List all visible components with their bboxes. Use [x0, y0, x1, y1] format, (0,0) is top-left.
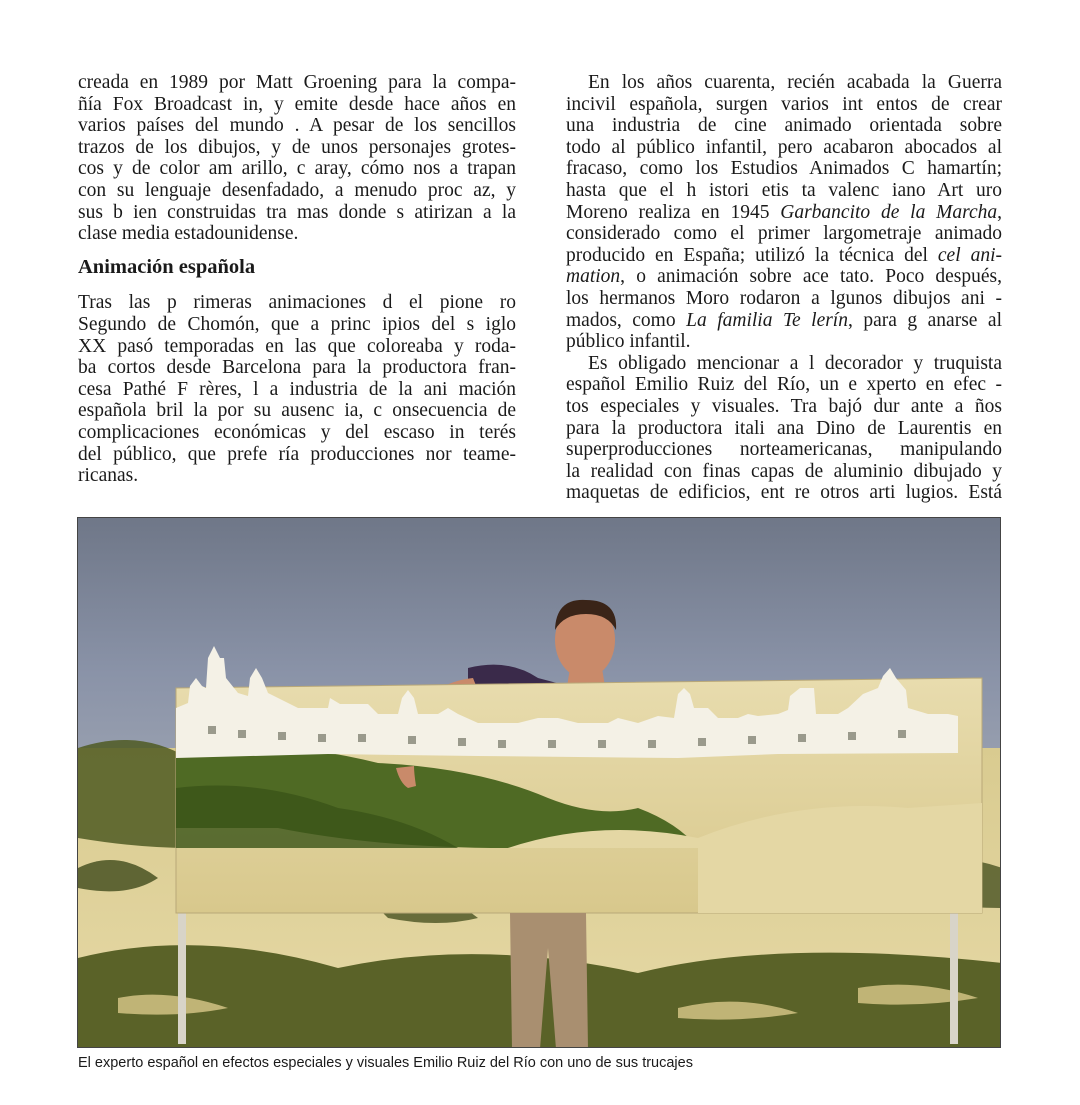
text-line: ñía Fox Broadcast in, y emite desde hace años en — [78, 93, 516, 115]
text-line: En los años cuarenta, recién acabada la Guerra — [588, 72, 1002, 93]
text-line: XX pasó temporadas en las que coloreaba y roda- — [78, 335, 516, 357]
text-line: clase media estadounidense. — [78, 223, 299, 245]
text-line: todo al público infantil, pero acabaron abocados al — [566, 136, 1002, 158]
text-line: maquetas de edificios, ent re otros arti lugios. Está — [566, 482, 1002, 504]
text-line: para la productora itali ana Dino de Laurentis en — [566, 417, 1002, 439]
text-line: con su lenguaje desenfadado, a menudo proc az, y — [78, 179, 516, 201]
text-line: fracaso, como los Estudios Animados C hamartín; — [566, 158, 1002, 180]
text-line: los hermanos Moro rodaron a lgunos dibujos ani - — [566, 287, 1002, 309]
paragraph-cuarenta — [566, 72, 1002, 353]
text-run: mados, como — [566, 309, 687, 331]
text-line: español Emilio Ruiz del Río, un e xperto en efec - — [566, 374, 1002, 396]
text-line — [566, 245, 1002, 267]
right-column — [566, 72, 1002, 504]
text-line — [566, 310, 1002, 332]
photo-illustration — [78, 518, 1001, 1048]
text-line: público infantil. — [566, 331, 691, 353]
text-line: del público, que prefe ría producciones nor teame- — [78, 443, 516, 465]
article-photo — [77, 517, 1001, 1048]
film-title-garbancito: Garbancito de la Marcha — [780, 201, 998, 223]
text-line — [566, 202, 1002, 224]
text-line: superproducciones norteamericanas, manipulando — [566, 439, 1002, 461]
text-line: considerado como el primer largometraje animado — [566, 223, 1002, 245]
text-line: sus b ien construidas tra mas donde s atirizan a la — [78, 201, 516, 223]
section-heading: Animación española — [78, 255, 256, 278]
text-line: hasta que el h istori etis ta valenc iano Art uro — [566, 179, 1002, 201]
text-line: tos especiales y visuales. Tra bajó dur ante a ños — [566, 395, 1002, 417]
text-line: española bril la por su ausenc ia, c onsecuencia de — [78, 400, 516, 422]
text-run: , o animación sobre ace tato. Poco después, — [620, 266, 1002, 288]
text-line: complicaciones económicas y del escaso in terés — [78, 421, 516, 443]
paragraph-ruiz-del-rio — [566, 353, 1002, 504]
text-line: incivil española, surgen varios int entos de crear — [566, 93, 1002, 115]
photo-caption: El experto español en efectos especiales y visuales Emilio Ruiz del Río con uno de sus trucajes — [78, 1055, 693, 1071]
film-title-telerin: La familia Te lerín — [686, 309, 848, 331]
text-run: , — [997, 201, 1003, 223]
text-run: producido en España; utilizó la técnica del — [566, 244, 938, 266]
text-line: creada en 1989 por Matt Groening para la compa- — [78, 72, 516, 93]
text-line: varios países del mundo . A pesar de los sencillos — [78, 115, 516, 137]
background-vegetation — [78, 740, 188, 848]
left-column — [78, 72, 516, 487]
text-line: Segundo de Chomón, que a princ ipios del s iglo — [78, 313, 516, 335]
text-line: Es obligado mencionar a l decorador y truquista — [588, 352, 1002, 374]
paragraph-simpsons — [78, 72, 516, 245]
text-line: Tras las p rimeras animaciones d el pione ro — [78, 292, 516, 314]
text-line: ricanas. — [78, 465, 139, 487]
text-line: ba cortos desde Barcelona para la productora fran- — [78, 357, 516, 379]
text-line: cos y de color am arillo, c aray, cómo nos a trapan — [78, 158, 516, 180]
text-line — [566, 266, 1002, 288]
panel-support-right — [950, 898, 958, 1044]
text-run: Moreno realiza en 1945 — [566, 201, 781, 223]
term-cel-animation: mation — [566, 266, 621, 288]
paragraph-chomon — [78, 292, 516, 486]
term-cel-animation: cel ani- — [937, 244, 1002, 266]
text-line: trazos de los dibujos, y de unos personajes grotes- — [78, 136, 516, 158]
text-run: , para g anarse al — [847, 309, 1003, 331]
text-line: cesa Pathé F rères, l a industria de la ani mación — [78, 378, 516, 400]
text-line: una industria de cine animado orientada sobre — [566, 115, 1002, 137]
text-line: la realidad con finas capas de aluminio dibujado y — [566, 460, 1002, 482]
